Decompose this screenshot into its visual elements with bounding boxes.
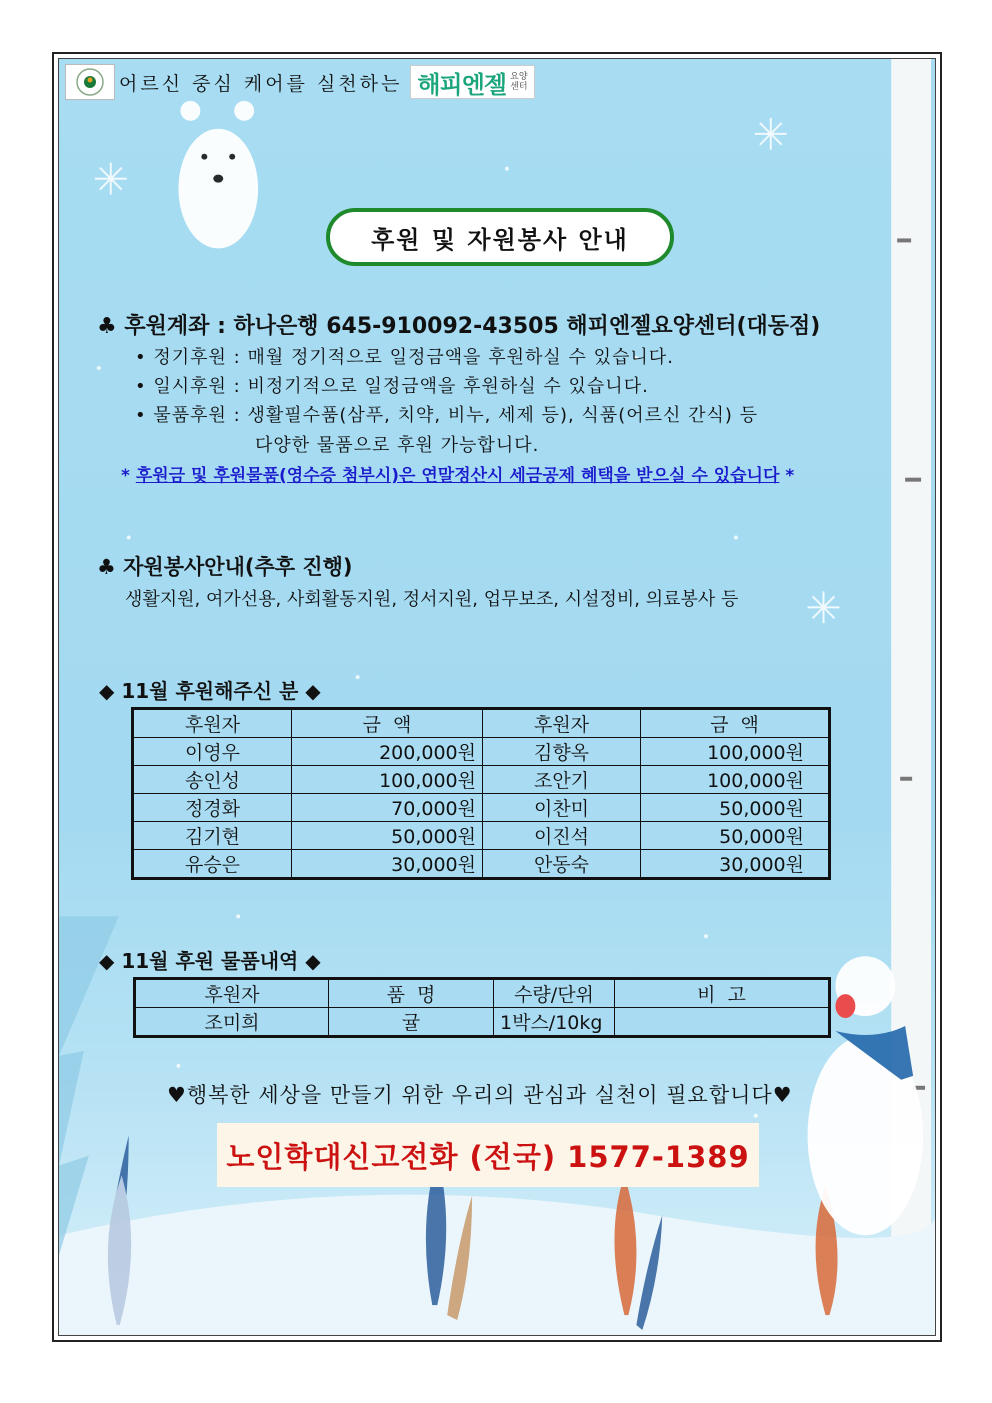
header-cell: 후원자 xyxy=(133,709,292,738)
donors-table xyxy=(131,707,831,880)
poster xyxy=(58,58,936,1336)
organization-logo xyxy=(65,64,115,100)
header-tagline: 어르신 중심 케어를 실천하는 xyxy=(119,72,403,95)
seal-icon xyxy=(70,67,110,97)
header-cell: 금 액 xyxy=(641,709,830,738)
page-title: 후원 및 자원봉사 안내 xyxy=(326,208,674,266)
donation-type-goods-cont: 다양한 물품으로 후원 가능합니다. xyxy=(255,435,540,456)
donation-account-text: 후원계좌 : 하나은행 645-910092-43505 해피엔젤요양센터(대동점) xyxy=(124,314,821,339)
table-header-row xyxy=(135,979,830,1008)
polar-bear xyxy=(178,101,258,249)
volunteer-items: 생활지원, 여가선용, 사회활동지원, 정서지원, 업무보조, 시설정비, 의료봉사 등 xyxy=(125,589,739,610)
table-row: 송인성 100,000원 조안기 100,000원 xyxy=(133,766,830,794)
donation-account xyxy=(97,309,820,340)
club-icon: ♣ xyxy=(97,314,117,339)
snow-hill xyxy=(59,1195,935,1335)
tax-benefit-note: * 후원금 및 후원물품(영수증 첨부시)은 연말정산시 세금공제 혜택을 받으실 수 있습니다 * xyxy=(121,466,795,486)
slogan: ♥행복한 세상을 만들기 위한 우리의 관심과 실천이 필요합니다♥ xyxy=(167,1083,793,1107)
donors-heading: ◆ 11월 후원해주신 분 ◆ xyxy=(99,679,321,703)
table-row: 이영우 200,000원 김향옥 100,000원 xyxy=(133,738,830,766)
table-row: 김기현 50,000원 이진석 50,000원 xyxy=(133,822,830,850)
tax-benefit-text: 후원금 및 후원물품(영수증 첨부시)은 연말정산시 세금공제 혜택을 받으실 수 있습니다 xyxy=(135,466,780,486)
header-cell: 후원자 xyxy=(483,709,641,738)
header-cell: 후원자 xyxy=(135,979,329,1008)
club-icon: ♣ xyxy=(97,555,116,579)
header-cell: 품 명 xyxy=(329,979,494,1008)
abuse-hotline: 노인학대신고전화 (전국) 1577-1389 xyxy=(217,1123,759,1187)
header-cell: 수량/단위 xyxy=(494,979,615,1008)
table-row: 유승은 30,000원 안동숙 30,000원 xyxy=(133,850,830,879)
goods-table xyxy=(133,977,831,1038)
poster-frame xyxy=(52,52,942,1342)
header-bar xyxy=(65,65,535,99)
goods-heading: ◆ 11월 후원 물품내역 ◆ xyxy=(99,949,321,973)
donation-type-regular: • 정기후원 : 매월 정기적으로 일정금액을 후원하실 수 있습니다. xyxy=(135,347,674,368)
header-cell: 비 고 xyxy=(615,979,830,1008)
brand-logo xyxy=(410,65,534,99)
brand-sub: 요양 센터 xyxy=(510,72,528,92)
brand-name: 해피엔젤 xyxy=(417,70,507,99)
table-row: 조미희 귤 1박스/10kg xyxy=(135,1008,830,1037)
donation-type-goods: • 물품후원 : 생활필수품(삼푸, 치약, 비누, 세제 등), 식품(어르신 간식) 등 xyxy=(135,405,759,426)
table-row: 정경화 70,000원 이찬미 50,000원 xyxy=(133,794,830,822)
table-header-row xyxy=(133,709,830,738)
donation-type-onetime: • 일시후원 : 비정기적으로 일정금액을 후원하실 수 있습니다. xyxy=(135,376,649,397)
volunteer-heading: ♣ 자원봉사안내(추후 진행) xyxy=(97,555,353,579)
header-cell: 금 액 xyxy=(292,709,483,738)
